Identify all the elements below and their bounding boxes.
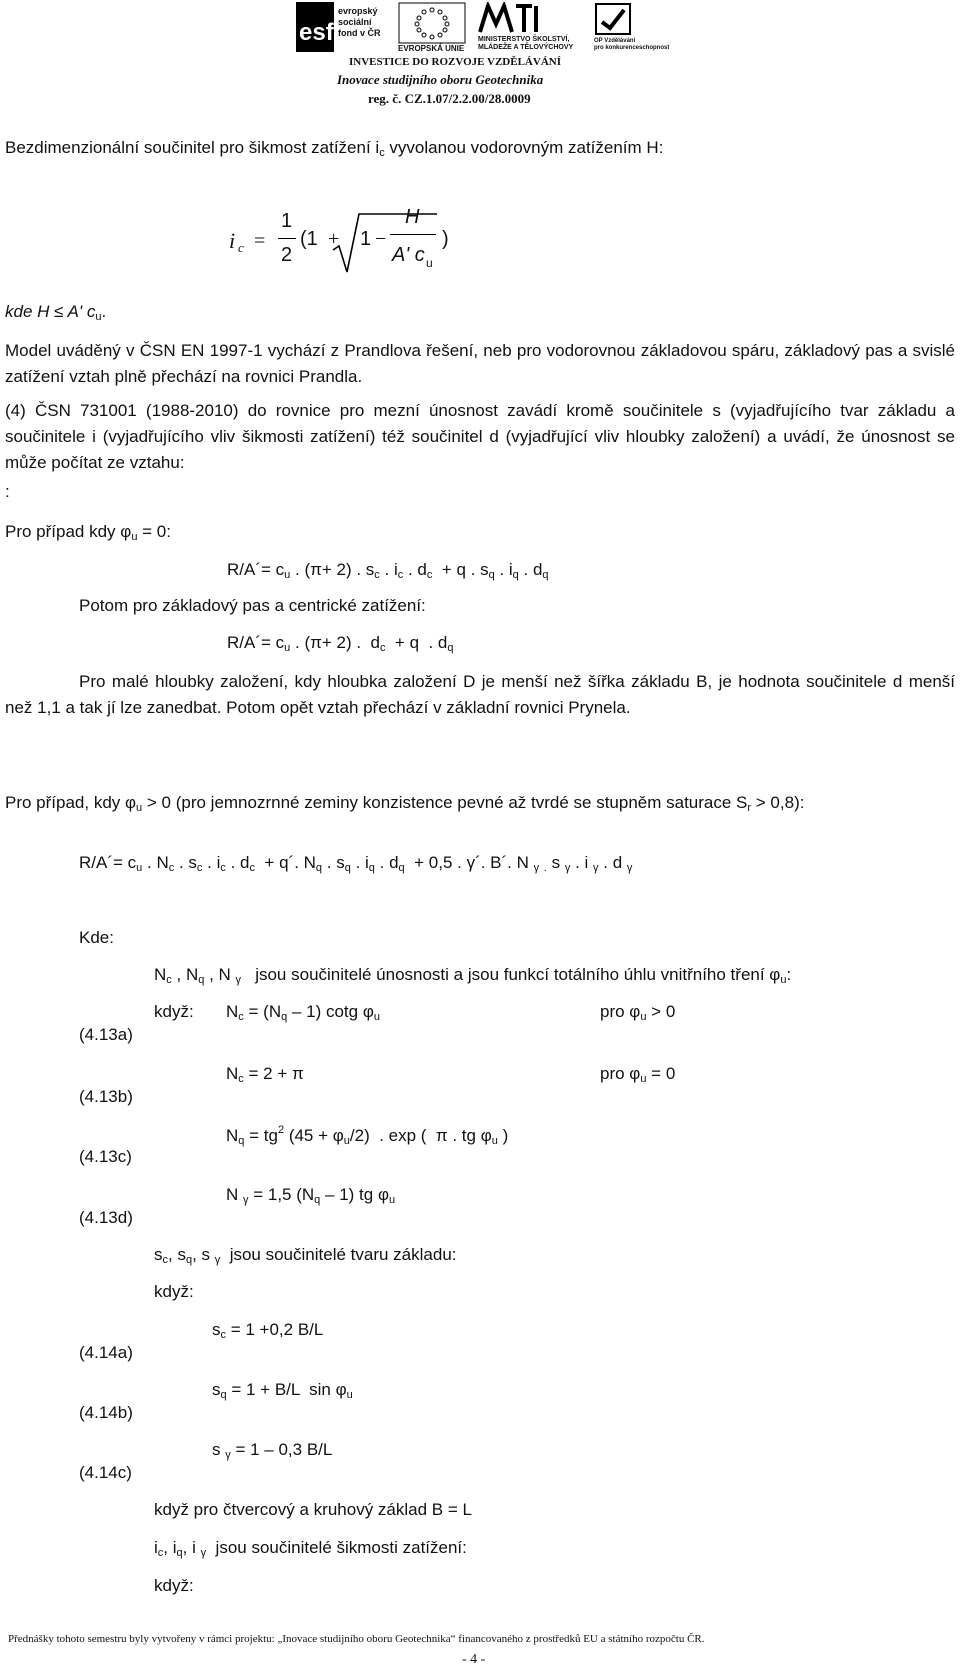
eq-number: (4.13d)	[79, 1208, 133, 1227]
formula-minus: −	[375, 228, 387, 250]
model-paragraph: Model uváděný v ČSN EN 1997-1 vychází z Prandlova řešení, neb pro vodorovnou základovou spáru, základový pas a svislé zatížení vztah plně přechází na rovnici Prandla.	[5, 341, 955, 386]
case1-text: Pro případ kdy φ	[5, 522, 132, 541]
msmt-line: MLÁDEŽE A TĚLOVÝCHOVY	[478, 44, 574, 51]
footer-note: Přednášky tohoto semestru byly vytvořeny v rámci projektu: „Inovace studijního oboru Geotechnika“ financovaného z prostředků EU a státního rozpočtu ČR.	[8, 1633, 705, 1645]
intro-text: Bezdimenzionální součinitel pro šikmost zatížení i	[5, 138, 380, 157]
equation-1: R/A´= $c_u$ . (π+ 2) . $s_c$ . $i_c$ . $d_c + q$ . $s_q$ . $i_q$ . $d_q$	[227, 560, 549, 581]
kdyz-label: když:	[154, 1002, 194, 1021]
nq-formula: $N_q = tg^2$ $(45 + \varphi_u/2)$ . exp ( π . tg $\varphi_u$ )	[226, 1124, 509, 1147]
s-definition: $s_c$, $s_q$, s $_\gamma$ jsou součinitelé tvaru základu:	[154, 1245, 457, 1266]
formula-u: u	[426, 256, 433, 270]
eu-label: EVROPSKÁ UNIE	[398, 44, 465, 53]
eq-number: (4.13c)	[79, 1147, 132, 1166]
i-definition: $i_c$, $i_q$, i $_\gamma$ jsou součinitelé šikmosti zatížení:	[154, 1538, 467, 1559]
kde-line	[5, 302, 106, 323]
nc-formula-1: $N_c = (N_q - 1)$ cotg $\varphi_u$	[226, 1002, 380, 1023]
male-paragraph: Pro malé hloubky založení, kdy hloubka založení D je menší než šířka základu B, je hodnota součinitele d menší než 1,1 a tak jí lze zanedbat. Potom opět vztah přechází v základní rovnici Prynela.	[5, 672, 955, 717]
kde-sub: u	[95, 311, 102, 323]
kde-text: kde H ≤ A' c	[5, 302, 96, 321]
op-mark-icon	[594, 2, 634, 38]
formula-plus: +	[328, 228, 340, 250]
case2-paragraph: Pro případ, kdy $\varphi_u > 0$ (pro jemnozrnné zeminy konzistence pevné až tvrdé se stupněm saturace $S_r > 0,8$):	[5, 793, 805, 814]
sgamma-formula: s $_\gamma$ = 1 – 0,3 B/L	[212, 1440, 333, 1461]
kdyz-label: když:	[154, 1282, 194, 1301]
op-logo	[594, 2, 670, 54]
intro-end: vyvolanou vodorovným zatížením H:	[384, 138, 664, 157]
page-number: - 4 -	[462, 1652, 486, 1667]
esf-line: fond v ČR	[338, 28, 381, 38]
formula-one2: 1	[360, 228, 372, 250]
sc-formula: $s_c = 1 +0,2$ B/L	[212, 1320, 324, 1341]
op-line: OP Vzdělávání	[594, 38, 636, 44]
kdyz-label: když:	[154, 1576, 194, 1595]
fraction-bar-2	[390, 234, 436, 235]
csn-paragraph: (4) ČSN 731001 (1988-2010) do rovnice pro mezní únosnost zavádí kromě součinitele s (vyjadřujícího tvar základu a součinitele i (vyjadřujícího vliv šikmosti zatížení) též součinitel d (vyjadřující vliv hloubky založení) a uvádí, že únosnost se může počítat ze vztahu:	[5, 401, 955, 472]
equation-3: R/A´= $c_u$ . $N_c$ . $s_c$ . $i_c$ . $d_c$ + q´. $N_q$ . $s_q$ . $i_q$ . $d_q + 0,5$ . γ´. B´. N $_\gamma$ $_.$ s $_\gamma$ . i $_\gamma$ . d $_\gamma$	[79, 853, 633, 874]
formula-one: 1	[281, 210, 293, 232]
potom-line: Potom pro základový pas a centrické zatížení:	[79, 596, 426, 615]
case1-line	[5, 522, 171, 543]
kde-end: .	[101, 302, 107, 321]
eq-number: (4.14a)	[79, 1343, 133, 1362]
eu-logo	[398, 2, 468, 54]
esf-line: sociální	[338, 17, 372, 27]
invest-title: INVESTICE DO ROZVOJE VZDĚLÁVÁNÍ	[349, 56, 561, 68]
esf-line: evropský	[338, 6, 378, 16]
formula-open: (1	[300, 228, 318, 250]
msmt-mark-icon	[478, 2, 548, 36]
eq-number: (4.13b)	[79, 1087, 133, 1106]
eu-flag-icon	[398, 2, 468, 44]
project-title: Inovace studijního oboru Geotechnika	[337, 72, 544, 87]
eq-number: (4.14b)	[79, 1403, 133, 1422]
reg-number: reg. č. CZ.1.07/2.2.00/28.0009	[368, 91, 531, 106]
intro-sub: c	[379, 147, 385, 159]
esf-logo	[296, 2, 392, 54]
svg-text:esf: esf	[299, 19, 334, 46]
fraction-bar	[278, 238, 296, 239]
kde2-label: Kde:	[79, 928, 114, 947]
nc-condition-1: pro $\varphi_u > 0$	[600, 1002, 676, 1023]
formula-i: i	[229, 228, 236, 253]
op-line: pro konkurenceschopnost	[594, 45, 670, 51]
formula-c: c	[238, 240, 244, 255]
sq-formula: $s_q = 1 + B/L$ $\sin \varphi_u$	[212, 1380, 353, 1401]
n-definition: $N_c$ , $N_q$ , N $_\gamma$ jsou součinitelé únosnosti a jsou funkcí totálního úhlu vnitřního tření $\varphi_u$:	[154, 965, 792, 986]
eq-number: (4.14c)	[79, 1463, 132, 1482]
nc-formula-2: $N_c = 2 + \pi$	[226, 1064, 304, 1085]
msmt-line: MINISTERSTVO ŠKOLSTVÍ,	[478, 36, 570, 43]
equation-2: R/A´= $c_u$ . (π+ 2) . $d_c + q$ . $d_q$	[227, 633, 454, 654]
formula-eq: =	[254, 230, 266, 252]
intro-line	[5, 138, 663, 159]
eq-number: (4.13a)	[79, 1025, 133, 1044]
case1-end: = 0:	[137, 522, 171, 541]
esf-mark-icon	[296, 2, 336, 52]
formula-Ac: A' c	[392, 244, 425, 266]
ngamma-formula: N $_\gamma$ = 1,5 $(N_q - 1)$ tg $\varphi_u$	[226, 1185, 396, 1206]
formula-H: H	[405, 206, 420, 228]
colon-line: :	[5, 482, 10, 501]
msmt-logo	[478, 2, 582, 54]
formula-two: 2	[281, 244, 293, 266]
nc-condition-2: pro $\varphi_u = 0$	[600, 1064, 676, 1085]
formula-close: )	[442, 228, 449, 250]
case1-sub: u	[131, 531, 138, 543]
square-base-note: když pro čtvercový a kruhový základ B = L	[154, 1500, 472, 1519]
